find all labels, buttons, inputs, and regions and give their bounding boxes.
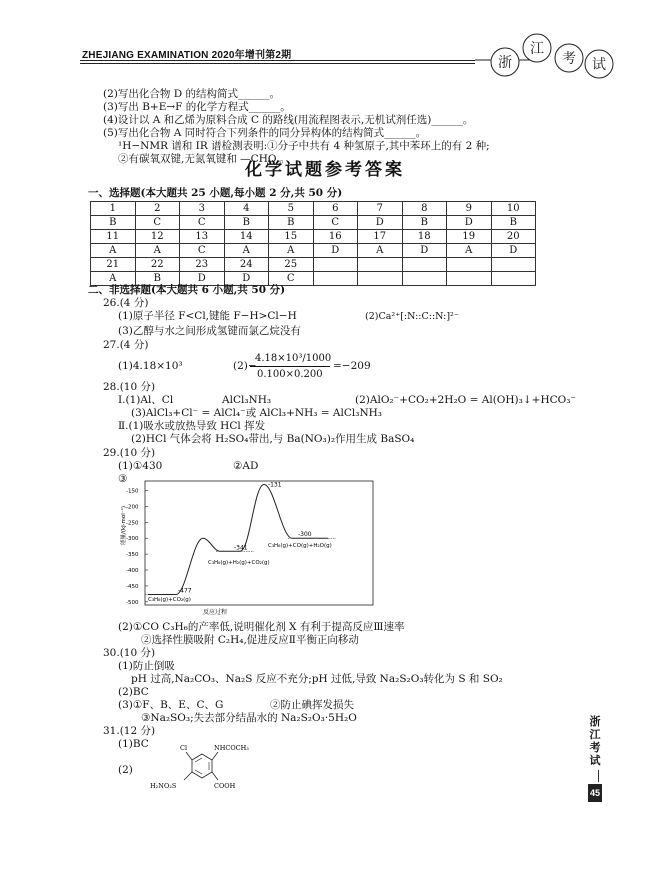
table-cell: 23 xyxy=(180,258,225,272)
energy-diagram xyxy=(118,478,378,616)
table-cell: D xyxy=(224,272,269,286)
table-cell: 25 xyxy=(269,258,314,272)
table-cell: 15 xyxy=(269,230,314,244)
y-tick-label: -200 xyxy=(126,504,139,511)
y-tick-label: -500 xyxy=(126,599,139,606)
side-rule xyxy=(598,770,599,782)
logo-char: 江 xyxy=(530,41,544,57)
table-cell: 9 xyxy=(447,202,492,216)
table-cell: A xyxy=(135,244,180,258)
table-cell xyxy=(491,272,536,286)
q28-line: Ⅰ.(1)Al、Cl xyxy=(118,394,174,406)
table-cell xyxy=(358,258,403,272)
struct-label: H₂NO₂S xyxy=(150,782,177,790)
table-cell: 10 xyxy=(491,202,536,216)
table-cell xyxy=(447,272,492,286)
table-cell: 8 xyxy=(402,202,447,216)
value-label: -341 xyxy=(234,544,248,552)
y-tick-label: -400 xyxy=(126,568,139,575)
table-cell: C xyxy=(180,244,225,258)
q30-head: 30.(10 分) xyxy=(103,647,156,659)
question-line: (5)写出化合物 A 同时符合下列条件的同分异构体的结构简式______。 xyxy=(103,127,427,139)
table-cell: A xyxy=(269,244,314,258)
q30-line: ③Na₂SO₃;失去部分结晶水的 Na₂S₂O₃·5H₂O xyxy=(141,712,357,724)
table-cell: 6 xyxy=(313,202,358,216)
table-cell: A xyxy=(91,244,136,258)
table-cell: 14 xyxy=(224,230,269,244)
q29-head: 29.(10 分) xyxy=(103,447,156,459)
table-cell: A xyxy=(224,244,269,258)
header-rule xyxy=(80,60,475,61)
table-cell: 22 xyxy=(135,258,180,272)
table-cell: 21 xyxy=(91,258,136,272)
chart-frame xyxy=(145,481,373,605)
header-rule-thin xyxy=(80,63,475,64)
table-cell: 1 xyxy=(91,202,136,216)
table-cell: D xyxy=(180,272,225,286)
table-cell: 13 xyxy=(180,230,225,244)
journal-header: ZHEJIANG EXAMINATION 2020年增刊第2期 xyxy=(82,50,292,61)
q26-answer-2: (2)Ca²⁺[:N::C::N:]²⁻ xyxy=(365,311,459,322)
struct-label: COOH xyxy=(214,782,236,790)
table-cell: D xyxy=(402,244,447,258)
q30-line: pH 过高,Na₂CO₃、Na₂S 反应不充分;pH 过低,导致 Na₂S₂O₃转化为 S 和 SO₂ xyxy=(131,673,503,685)
table-cell: 18 xyxy=(402,230,447,244)
question-line: (2)写出化合物 D 的结构简式______。 xyxy=(103,88,280,100)
table-cell: 2 xyxy=(135,202,180,216)
struct-label: NHCOCH₃ xyxy=(214,744,249,752)
value-label: -131 xyxy=(268,481,282,489)
table-cell: 20 xyxy=(491,230,536,244)
table-cell: D xyxy=(447,216,492,230)
table-answer-row xyxy=(91,216,536,230)
section-heading: 二、非选择题(本大题共 6 小题,共 50 分) xyxy=(88,284,286,296)
q27-head: 27.(4 分) xyxy=(103,339,149,351)
table-cell: 5 xyxy=(269,202,314,216)
q31-head: 31.(12 分) xyxy=(103,725,156,737)
table-number-row xyxy=(91,258,536,272)
question-line: (3)写出 B+E→F 的化学方程式______。 xyxy=(103,101,291,113)
y-axis-label: 能量/(kJ·mol⁻¹) xyxy=(121,505,127,545)
zhejiang-exam-logo xyxy=(475,20,625,82)
table-cell xyxy=(447,258,492,272)
q28-line: (2)AlO₂⁻+CO₂+2H₂O = Al(OH)₃↓+HCO₃⁻ xyxy=(355,394,577,406)
table-cell: 4 xyxy=(224,202,269,216)
table-cell: B xyxy=(491,216,536,230)
value-label: -477 xyxy=(178,587,192,595)
q26-answer-1: (1)原子半径 F<Cl,键能 F−H>Cl−H xyxy=(118,310,297,322)
table-cell: A xyxy=(358,244,403,258)
table-cell: 16 xyxy=(313,230,358,244)
table-cell: B xyxy=(91,216,136,230)
q26-head: 26.(4 分) xyxy=(103,297,149,309)
table-cell xyxy=(313,272,358,286)
table-cell: A xyxy=(91,272,136,286)
page-number: 45 xyxy=(588,784,602,802)
q31-line: (2) xyxy=(118,764,133,776)
q29-line: (2)①CO C₃H₆的产率低,说明催化剂 X 有利于提高反应Ⅲ速率 xyxy=(118,621,405,633)
q27-answer-1: (1)4.18×10³ xyxy=(118,360,183,372)
table-cell xyxy=(402,258,447,272)
q28-line: (2)HCl 气体会将 H₂SO₄带出,与 Ba(NO₃)₂作用生成 BaSO₄ xyxy=(131,433,415,445)
table-cell: B xyxy=(135,272,180,286)
table-cell: B xyxy=(402,216,447,230)
table-cell: 3 xyxy=(180,202,225,216)
answer-title: 化学试题参考答案 xyxy=(245,160,405,180)
y-tick-label: -250 xyxy=(126,520,139,527)
q31-line: (1)BC xyxy=(118,738,149,750)
q26-answer-3: (3)乙醇与水之间形成氢键而氯乙烷没有 xyxy=(118,325,301,337)
q28-line: AlCl₃NH₃ xyxy=(222,394,272,406)
species-label: C₃H₆(g)+H₂(g)+CO₂(g) xyxy=(208,560,270,566)
table-cell: 11 xyxy=(91,230,136,244)
q28-head: 28.(10 分) xyxy=(103,381,156,393)
table-cell xyxy=(491,258,536,272)
species-label: C₃H₈(g)+CO₂(g) xyxy=(148,597,191,603)
q30-line: (3)①F、B、E、C、G xyxy=(118,699,224,711)
question-line: (4)设计以 A 和乙烯为原料合成 C 的路线(用流程图表示,无机试剂任选)______。 xyxy=(103,114,474,126)
q29-line: ③ xyxy=(118,473,128,485)
table-cell: D xyxy=(491,244,536,258)
table-cell: B xyxy=(269,216,314,230)
q29-line: ②选择性膜吸附 C₂H₄,促进反应Ⅱ平衡正向移动 xyxy=(141,634,359,646)
table-cell: 12 xyxy=(135,230,180,244)
table-cell: C xyxy=(180,216,225,230)
table-cell xyxy=(313,258,358,272)
table-cell xyxy=(358,272,403,286)
y-tick-label: -150 xyxy=(126,488,139,495)
table-cell: B xyxy=(224,216,269,230)
table-cell: A xyxy=(447,244,492,258)
q30-line: ②防止碘挥发损失 xyxy=(270,699,354,711)
table-number-row xyxy=(91,202,536,216)
y-tick-label: -300 xyxy=(126,536,139,543)
table-cell: C xyxy=(135,216,180,230)
value-label: -300 xyxy=(298,531,312,539)
table-cell: C xyxy=(269,272,314,286)
y-tick-label: -350 xyxy=(126,552,139,559)
table-cell: 17 xyxy=(358,230,403,244)
table-answer-row xyxy=(91,244,536,258)
logo-char: 浙 xyxy=(498,55,512,71)
table-cell: 19 xyxy=(447,230,492,244)
answer-table xyxy=(90,201,536,286)
side-label: 浙江考试 xyxy=(589,716,601,767)
question-line: ②有碳氧双键,无氮氧键和 —CHO 。 xyxy=(118,153,291,165)
question-line: ¹H−NMR 谱和 IR 谱检测表明:①分子中共有 4 种氢原子,其中苯环上的有 2 种; xyxy=(118,140,490,152)
section-heading: 一、选择题(本大题共 25 小题,每小题 2 分,共 50 分) xyxy=(88,187,343,199)
benzene-structure xyxy=(140,738,280,798)
table-cell: 7 xyxy=(358,202,403,216)
q30-line: (1)防止倒吸 xyxy=(118,660,175,672)
q29-line: (1)①430 xyxy=(118,460,163,472)
q27-answer-2-result: =−209 xyxy=(333,360,371,372)
q27-fraction-numerator: 4.18×10³/1000 xyxy=(255,353,332,364)
x-axis-label: 反应过程 xyxy=(203,609,228,616)
energy-curve xyxy=(148,484,328,594)
q28-line: (3)AlCl₃+Cl⁻ = AlCl₄⁻或 AlCl₃+NH₃ = AlCl₃NH₃ xyxy=(131,407,383,419)
logo-char: 试 xyxy=(592,57,606,73)
q29-line: ②AD xyxy=(233,460,259,472)
q28-line: Ⅱ.(1)吸水或放热导致 HCl 挥发 xyxy=(118,420,266,432)
table-cell xyxy=(402,272,447,286)
q27-answer-2-prefix: (2)− xyxy=(233,360,257,372)
fraction-bar xyxy=(250,366,330,367)
species-label: C₃H₆(g)+CO(g)+H₂O(g) xyxy=(268,543,332,549)
table-cell: D xyxy=(358,216,403,230)
table-number-row xyxy=(91,230,536,244)
table-cell: C xyxy=(313,216,358,230)
q30-line: (2)BC xyxy=(118,686,149,698)
q27-fraction-denominator: 0.100×0.200 xyxy=(257,369,323,380)
table-cell: 24 xyxy=(224,258,269,272)
logo-char: 考 xyxy=(562,51,576,67)
table-cell: D xyxy=(313,244,358,258)
y-tick-label: -450 xyxy=(126,583,139,590)
struct-label: Cl xyxy=(180,744,188,752)
